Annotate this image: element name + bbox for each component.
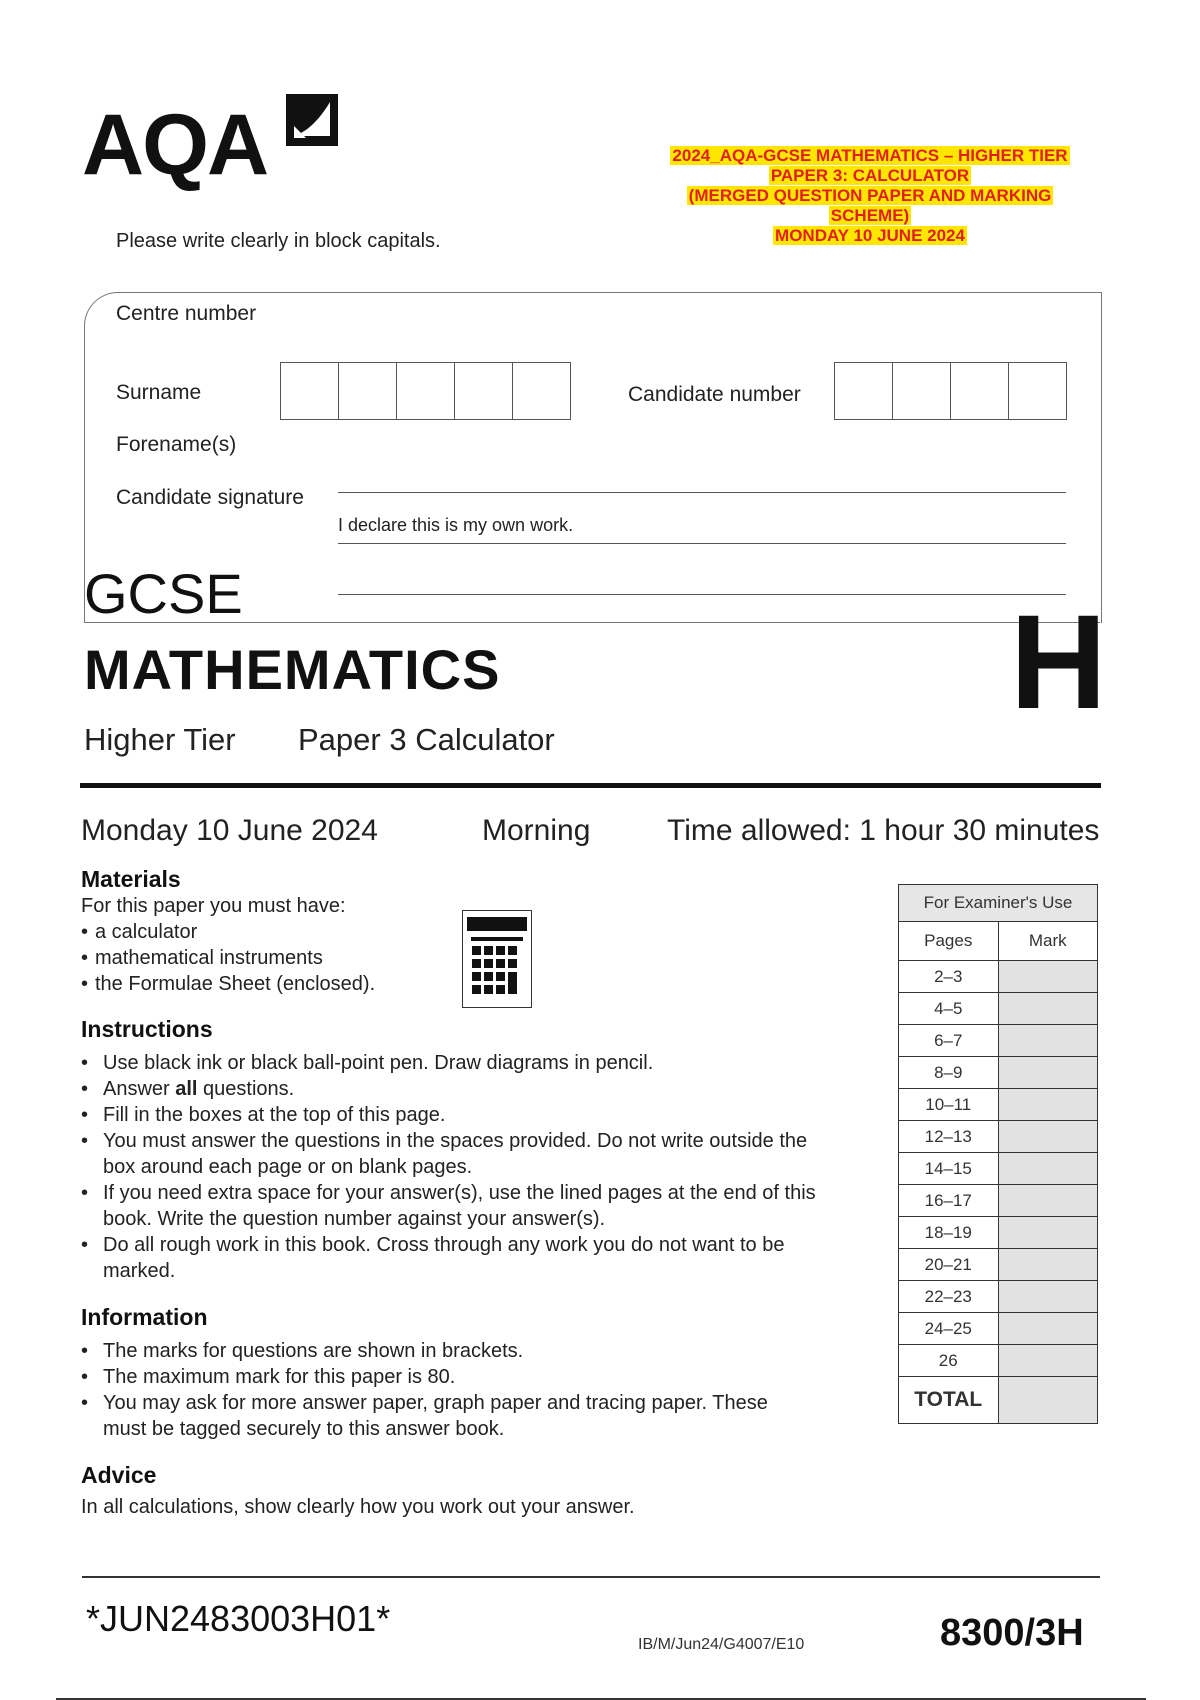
mark-cell[interactable]: [998, 993, 1098, 1025]
banner-line: PAPER 3: CALCULATOR: [770, 166, 970, 185]
pages-cell: 6–7: [899, 1025, 999, 1057]
mark-cell[interactable]: [998, 1153, 1098, 1185]
list-item: • the Formulae Sheet (enclosed).: [81, 971, 441, 997]
tier-letter: H: [1010, 588, 1107, 737]
pages-cell: 20–21: [899, 1249, 999, 1281]
signature-label: Candidate signature: [116, 486, 304, 509]
surname-line[interactable]: [338, 594, 1066, 595]
list-item: • If you need extra space for your answer(s), use the lined pages at the end of this book. Write the question number against your answer(s).: [81, 1180, 841, 1232]
materials-list: [81, 919, 441, 997]
mark-cell[interactable]: [998, 1249, 1098, 1281]
centre-number-label: Centre number: [116, 302, 257, 325]
pages-cell: 2–3: [899, 961, 999, 993]
footer-divider: [82, 1576, 1100, 1578]
mark-cell[interactable]: [998, 1121, 1098, 1153]
digit-box[interactable]: [454, 362, 513, 420]
exam-date: Monday 10 June 2024: [81, 814, 378, 847]
centre-number-boxes[interactable]: [281, 362, 571, 420]
digit-box[interactable]: [396, 362, 455, 420]
qualification-title: GCSE: [84, 562, 243, 625]
mark-column-header: Mark: [998, 922, 1098, 961]
list-item: • The marks for questions are shown in brackets.: [81, 1338, 801, 1364]
total-mark-cell[interactable]: [998, 1377, 1098, 1424]
mark-cell[interactable]: [998, 1217, 1098, 1249]
mark-cell[interactable]: [998, 1281, 1098, 1313]
total-label: TOTAL: [899, 1377, 999, 1424]
barcode-text: *JUN2483003H01*: [86, 1598, 391, 1639]
list-item: • mathematical instruments: [81, 945, 441, 971]
instructions-list: [81, 1050, 841, 1284]
paper-code: 8300/3H: [940, 1612, 1084, 1654]
mark-cell[interactable]: [998, 1345, 1098, 1377]
materials-intro: For this paper you must have:: [81, 895, 346, 917]
banner-line: SCHEME): [830, 206, 910, 225]
list-item: • The maximum mark for this paper is 80.: [81, 1364, 801, 1390]
pages-cell: 8–9: [899, 1057, 999, 1089]
digit-box[interactable]: [512, 362, 571, 420]
examiner-table-title: For Examiner's Use: [899, 885, 1098, 922]
reference-code: IB/M/Jun24/G4007/E10: [638, 1636, 805, 1653]
tier-label: Higher Tier: [84, 722, 236, 757]
paper-label: Paper 3 Calculator: [298, 722, 555, 757]
exam-session: Morning: [482, 814, 591, 847]
list-item: • You must answer the questions in the spaces provided. Do not write outside the box around each page or on blank pages.: [81, 1128, 841, 1180]
mark-cell[interactable]: [998, 1025, 1098, 1057]
aqa-logo-text: AQA: [82, 97, 268, 193]
mark-cell[interactable]: [998, 1185, 1098, 1217]
forenames-label: Forename(s): [116, 433, 237, 456]
pages-cell: 10–11: [899, 1089, 999, 1121]
examiner-use-table: [898, 884, 1098, 1424]
candidate-number-boxes[interactable]: [835, 362, 1067, 420]
pages-cell: 4–5: [899, 993, 999, 1025]
list-item: • Use black ink or black ball-point pen. Draw diagrams in pencil.: [81, 1050, 841, 1076]
list-item: • Answer all questions.: [81, 1076, 841, 1102]
declaration-text: I declare this is my own work.: [338, 515, 574, 535]
mark-cell[interactable]: [998, 1057, 1098, 1089]
candidate-number-label: Candidate number: [628, 383, 801, 406]
mark-cell[interactable]: [998, 1089, 1098, 1121]
forename-line[interactable]: [338, 543, 1066, 544]
materials-heading: Materials: [81, 866, 181, 892]
list-item: • Fill in the boxes at the top of this page.: [81, 1102, 841, 1128]
pages-column-header: Pages: [899, 922, 999, 961]
information-list: [81, 1338, 801, 1442]
mark-cell[interactable]: [998, 961, 1098, 993]
banner-line: MONDAY 10 JUNE 2024: [775, 226, 965, 245]
block-capitals-instruction: Please write clearly in block capitals.: [116, 230, 441, 252]
digit-box[interactable]: [892, 362, 951, 420]
surname-label: Surname: [116, 381, 202, 404]
pages-cell: 26: [899, 1345, 999, 1377]
instructions-heading: Instructions: [81, 1016, 213, 1042]
list-item: • Do all rough work in this book. Cross through any work you do not want to be marked.: [81, 1232, 841, 1284]
digit-box[interactable]: [834, 362, 893, 420]
aqa-leaf-logo-icon: [284, 92, 340, 148]
pages-cell: 22–23: [899, 1281, 999, 1313]
pages-cell: 14–15: [899, 1153, 999, 1185]
information-heading: Information: [81, 1304, 208, 1330]
banner-line: (MERGED QUESTION PAPER AND MARKING: [688, 186, 1052, 205]
advice-heading: Advice: [81, 1462, 157, 1488]
pages-cell: 12–13: [899, 1121, 999, 1153]
document-banner: [620, 146, 1120, 246]
list-item: • a calculator: [81, 919, 441, 945]
advice-text: In all calculations, show clearly how you work out your answer.: [81, 1496, 635, 1518]
pages-cell: 16–17: [899, 1185, 999, 1217]
digit-box[interactable]: [950, 362, 1009, 420]
list-item: • You may ask for more answer paper, graph paper and tracing paper. These must be tagged securely to this answer book.: [81, 1390, 801, 1442]
signature-line[interactable]: [338, 492, 1066, 493]
banner-line: 2024_AQA-GCSE MATHEMATICS – HIGHER TIER: [672, 146, 1068, 165]
digit-box[interactable]: [338, 362, 397, 420]
calculator-icon: [462, 910, 532, 1008]
pages-cell: 24–25: [899, 1313, 999, 1345]
time-allowed: Time allowed: 1 hour 30 minutes: [667, 814, 1100, 847]
pages-cell: 18–19: [899, 1217, 999, 1249]
title-divider: [80, 783, 1101, 788]
digit-box[interactable]: [280, 362, 339, 420]
digit-box[interactable]: [1008, 362, 1067, 420]
subject-title: MATHEMATICS: [84, 638, 501, 701]
mark-cell[interactable]: [998, 1313, 1098, 1345]
